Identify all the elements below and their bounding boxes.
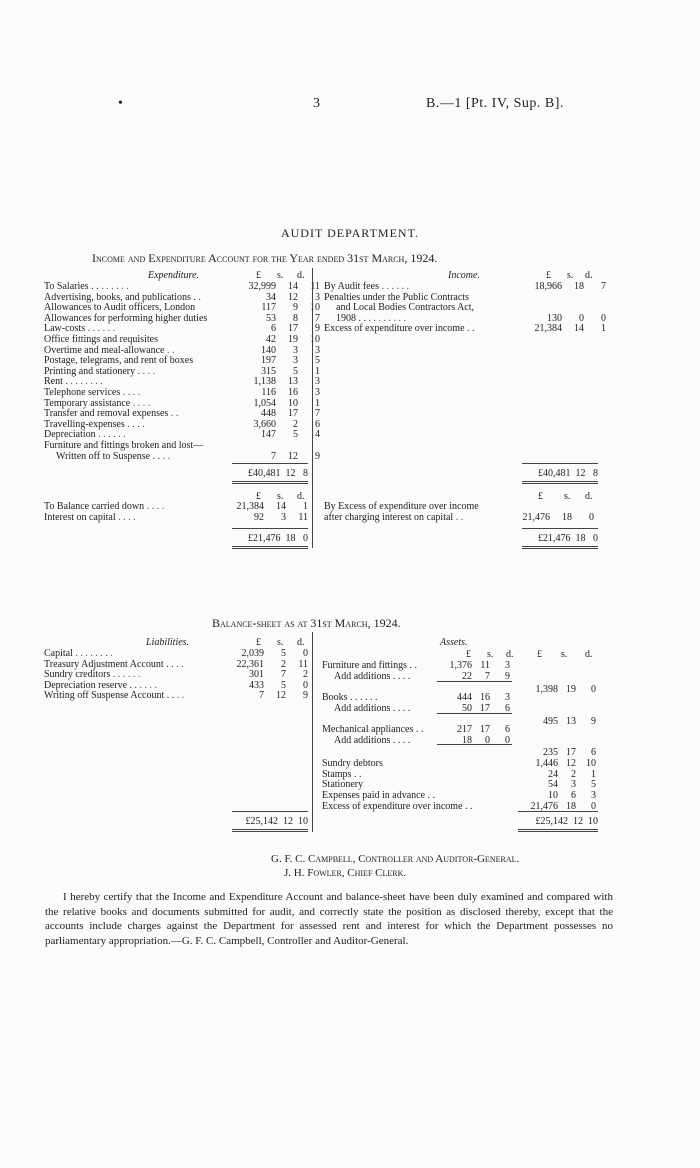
asset-other-4-pence: 3 xyxy=(591,790,596,802)
pence-value xyxy=(584,293,606,304)
leader-dots: . . xyxy=(168,408,179,420)
shillings-value: 3 xyxy=(293,344,298,356)
row-label: Transfer and removal expenses . . xyxy=(44,408,179,420)
asset-label: Stamps . . xyxy=(322,768,362,780)
leader-dots: . . . . xyxy=(115,511,136,523)
shillings-value: 7 xyxy=(281,669,286,681)
currency-s-2: s. xyxy=(277,491,284,502)
assets-currency-l2: £ xyxy=(537,649,542,660)
leader-dots: . . . . . . xyxy=(85,323,116,335)
pounds-value xyxy=(238,441,276,452)
table-row xyxy=(44,513,308,524)
liab-double-rule xyxy=(232,829,308,832)
pence-value: 10 xyxy=(310,333,320,345)
pounds-value: 21,384 xyxy=(236,501,264,512)
shillings-value: 17 xyxy=(288,408,298,420)
currency-s-right: s. xyxy=(567,270,574,281)
asset-furniture-pence: 3 xyxy=(505,660,510,671)
asset-label: Excess of expenditure over income . . xyxy=(322,801,473,812)
row-label: Excess of expenditure over income . . xyxy=(324,323,475,335)
pounds-value: 34 xyxy=(266,291,276,303)
pounds-value: 32,999 xyxy=(248,281,276,292)
asset-mech-add-pounds: 18 xyxy=(462,735,472,746)
assets-currency-l: £ xyxy=(466,649,471,660)
table-row xyxy=(44,335,320,346)
pounds-value: 301 xyxy=(249,669,264,681)
assets-currency-s2: s. xyxy=(561,649,568,660)
shillings-value: 3 xyxy=(293,355,298,367)
asset-other-2-pounds: 24 xyxy=(548,768,558,780)
asset-label: Furniture and fittings . . xyxy=(322,660,417,671)
currency-l-right: £ xyxy=(546,270,551,281)
liab-total-rule xyxy=(232,811,308,812)
pounds-value: 18,966 xyxy=(534,281,562,292)
row-label: Capital . . . . . . . . xyxy=(44,648,113,659)
leader-dots: . . . . . . xyxy=(95,429,126,441)
asset-books-total-pounds: 495 xyxy=(543,716,558,727)
subtotal-rule xyxy=(437,713,512,714)
row-label: Furniture and fittings broken and lost— xyxy=(44,439,204,451)
shillings-value: 12 xyxy=(288,450,298,462)
balance-carried-table xyxy=(44,502,308,523)
pence-value: 10 xyxy=(310,302,320,314)
pence-value: 9 xyxy=(315,450,320,462)
shillings-value: 5 xyxy=(293,429,298,441)
pence-value: 3 xyxy=(315,386,320,398)
pounds-value: 2,039 xyxy=(241,648,264,659)
shillings-value: 5 xyxy=(281,679,286,691)
table-row xyxy=(44,441,320,452)
asset-furniture-total-pence: 0 xyxy=(591,684,596,695)
asset-mech-add-shillings: 0 xyxy=(485,735,490,746)
pounds-value: 21,476 xyxy=(522,511,550,523)
table-row xyxy=(324,324,606,335)
asset-furniture-total-shillings: 19 xyxy=(566,684,576,695)
leader-dots: . . xyxy=(174,690,185,702)
pence-value: 1 xyxy=(315,397,320,409)
page-reference: B.—1 [Pt. IV, Sup. B]. xyxy=(426,96,564,111)
row-label: Allowances for performing higher duties xyxy=(44,312,208,324)
asset-label: Books . . . . . . xyxy=(322,692,378,703)
shillings-value: 13 xyxy=(288,376,298,388)
income-heading: Income. xyxy=(448,270,480,281)
row-label: Overtime and meal-allowance . . xyxy=(44,344,175,356)
pounds-value: 53 xyxy=(266,312,276,324)
leader-dots: . . xyxy=(164,344,175,356)
row-label: Interest on capital . . . . xyxy=(44,511,136,523)
pence-value: 0 xyxy=(303,679,308,691)
pence-value: 11 xyxy=(310,281,320,292)
shillings-value: 14 xyxy=(276,501,286,512)
assets-currency-d: d. xyxy=(506,649,514,660)
asset-other-1-pence: 10 xyxy=(586,757,596,769)
row-label: after charging interest on capital . . xyxy=(324,511,464,523)
pence-value xyxy=(572,502,594,513)
pounds-value: 147 xyxy=(261,429,276,441)
subtotal-rule xyxy=(437,681,512,682)
pence-value: 11 xyxy=(298,658,308,670)
shillings-value: 18 xyxy=(574,281,584,292)
asset-other-4-shillings: 6 xyxy=(571,790,576,802)
currency-d: d. xyxy=(297,270,305,281)
leader-dots: . . xyxy=(160,450,171,462)
leader-dots: . . . . xyxy=(135,365,156,377)
pounds-value: 116 xyxy=(261,386,276,398)
total-double-rule xyxy=(232,481,308,484)
asset-other-5-pounds: 21,476 xyxy=(530,801,558,812)
shillings-value: 2 xyxy=(293,418,298,430)
table-row xyxy=(44,502,308,513)
asset-other-4-pounds: 10 xyxy=(548,790,558,802)
pence-value: 7 xyxy=(315,408,320,420)
signature-controller: G. F. C. Campbell, Controller and Auditor-General. xyxy=(271,853,520,865)
asset-mech-pounds: 217 xyxy=(457,724,472,735)
pence-value: 7 xyxy=(315,312,320,324)
row-label: Allowances to Audit officers, London xyxy=(44,302,196,314)
asset-label: Add additions . . . . xyxy=(334,671,411,682)
assets-heading: Assets. xyxy=(440,637,468,648)
second-double-rule-right xyxy=(522,546,598,549)
row-label: Telephone services . . . . xyxy=(44,386,141,398)
shillings-value: 5 xyxy=(293,365,298,377)
pence-value: 1 xyxy=(601,323,606,335)
shillings-value: 14 xyxy=(288,281,298,292)
pence-value: 7 xyxy=(601,281,606,292)
pounds-value: 1,054 xyxy=(253,397,276,409)
expenditure-total: £40,481 12 8 xyxy=(248,468,308,479)
pence-value xyxy=(298,441,320,452)
shillings-value: 10 xyxy=(288,397,298,409)
table-row xyxy=(324,282,606,293)
pounds-value: 22,361 xyxy=(236,658,264,670)
audit-certificate: I hereby certify that the Income and Expenditure Account and balance-sheet have been duly examined and compared with the relative books and documents submitted for audit, and correctly state the position as disclosed thereby, except that the accounts include charges against the Department for assessed rent and interest for which the Department possesses no parliamentary appropriation.—G. F. C. Campbell, Controller and Auditor-General. xyxy=(45,891,613,947)
asset-books-total-shillings: 13 xyxy=(566,716,576,727)
pence-value: 2 xyxy=(303,669,308,681)
pence-value: 4 xyxy=(315,429,320,441)
shillings-value: 0 xyxy=(579,312,584,324)
shillings-value xyxy=(562,293,584,304)
pounds-value xyxy=(524,293,562,304)
pence-value: 0 xyxy=(601,312,606,324)
shillings-value: 12 xyxy=(276,690,286,702)
asset-books-add-pence: 6 xyxy=(505,703,510,714)
table-row xyxy=(44,452,320,463)
leader-dots: . . . . xyxy=(137,679,158,691)
currency-l-2: £ xyxy=(256,491,261,502)
currency-d-2: d. xyxy=(297,491,305,502)
pounds-value: 197 xyxy=(261,355,276,367)
asset-books-pounds: 444 xyxy=(457,692,472,703)
leader-dots: . . . . . . xyxy=(379,281,409,292)
pounds-value: 6 xyxy=(271,323,276,335)
asset-label: Stationery xyxy=(322,779,364,791)
asset-furniture-total-pounds: 1,398 xyxy=(535,684,558,695)
pence-value: 5 xyxy=(315,355,320,367)
asset-furniture-add-pence: 9 xyxy=(505,671,510,682)
liabilities-total: £25,142 12 10 xyxy=(245,816,308,827)
asset-other-5-shillings: 18 xyxy=(566,801,576,812)
asset-books-total-pence: 9 xyxy=(591,716,596,727)
ie-account-heading: Income and Expenditure Account for the Year ended 31st March, 1924. xyxy=(92,251,438,265)
row-label: By Audit fees . . . . . . xyxy=(324,281,409,292)
pence-value: 11 xyxy=(298,511,308,523)
asset-label: Mechanical appliances . . xyxy=(322,724,424,735)
bs-column-divider xyxy=(312,632,313,832)
shillings-value xyxy=(276,441,298,452)
shillings-value: 19 xyxy=(288,333,298,345)
pounds-value: 7 xyxy=(259,690,264,702)
asset-books-add-shillings: 17 xyxy=(480,703,490,714)
currency-l-2r: £ xyxy=(538,491,543,502)
row-label: and Local Bodies Contractors Act, xyxy=(336,302,475,314)
row-label: Law-costs . . . . . . xyxy=(44,323,116,335)
pounds-value: 315 xyxy=(261,365,276,377)
table-row xyxy=(324,513,594,524)
bs-currency-d: d. xyxy=(297,637,305,648)
page-number: 3 xyxy=(313,96,320,111)
shillings-value xyxy=(550,502,572,513)
second-rule xyxy=(232,528,308,529)
income-total: £40,481 12 8 xyxy=(538,468,598,479)
leader-dots: . . . . . . . . xyxy=(72,648,113,659)
asset-furniture-pounds: 1,376 xyxy=(449,660,472,671)
leader-dots: . . . . . . . . xyxy=(366,312,406,324)
asset-label: Add additions . . . . xyxy=(334,703,411,714)
pounds-value: 21,384 xyxy=(534,323,562,335)
pence-value: 3 xyxy=(315,376,320,388)
leader-dots: . . . . . . . . xyxy=(62,376,103,388)
row-label: Depreciation reserve . . . . . . xyxy=(44,679,158,691)
leader-dots: . . . . . . xyxy=(98,281,129,292)
liabilities-heading: Liabilities. xyxy=(146,637,190,648)
row-label: Rent . . . . . . . . xyxy=(44,376,103,388)
asset-other-1-pounds: 1,446 xyxy=(535,757,558,769)
shillings-value: 12 xyxy=(288,291,298,303)
asset-furniture-add-pounds: 22 xyxy=(462,671,472,682)
leader-dots: . . . . . . xyxy=(110,669,141,681)
shillings-value: 2 xyxy=(281,658,286,670)
leader-dots: . . xyxy=(453,511,464,523)
pence-value: 6 xyxy=(315,418,320,430)
pounds-value: 140 xyxy=(261,344,276,356)
currency-l: £ xyxy=(256,270,261,281)
row-label: Written off to Suspense . . . . xyxy=(56,450,171,462)
row-label: Depreciation . . . . . . xyxy=(44,429,126,441)
signature-clerk: J. H. Fowler, Chief Clerk. xyxy=(284,867,407,879)
leader-dots: . . . . xyxy=(124,418,145,430)
asset-other-0-pounds: 235 xyxy=(543,747,558,758)
column-divider xyxy=(312,268,313,548)
pence-value: 9 xyxy=(303,690,308,702)
row-label: To Salaries . . . . . . . . xyxy=(44,281,129,292)
asset-books-shillings: 16 xyxy=(480,692,490,703)
currency-s: s. xyxy=(277,270,284,281)
assets-currency-d2: d. xyxy=(585,649,593,660)
assets-double-rule xyxy=(518,829,598,832)
shillings-value: 17 xyxy=(288,323,298,335)
shillings-value: 9 xyxy=(293,302,298,314)
table-row xyxy=(44,691,308,702)
asset-books-add-pounds: 50 xyxy=(462,703,472,714)
row-label: Travelling-expenses . . . . xyxy=(44,418,145,430)
pounds-value: 42 xyxy=(266,333,276,345)
shillings-value: 14 xyxy=(574,323,584,335)
row-label: 1908 . . . . . . . . . . xyxy=(336,312,406,324)
second-total-right: £21,476 18 0 xyxy=(538,533,598,544)
asset-other-0-pence: 6 xyxy=(591,747,596,758)
expenditure-table xyxy=(44,282,320,462)
row-label: Office fittings and requisites xyxy=(44,333,158,345)
asset-furniture-add-shillings: 7 xyxy=(485,671,490,682)
currency-d-2r: d. xyxy=(585,491,593,502)
currency-s-2r: s. xyxy=(564,491,571,502)
second-double-rule xyxy=(232,546,308,549)
leader-dots: . . . . xyxy=(144,501,165,512)
row-label: Treasury Adjustment Account . . . . xyxy=(44,658,184,670)
leader-dots: . . xyxy=(173,658,184,670)
table-row xyxy=(44,282,320,293)
pounds-value: 448 xyxy=(261,408,276,420)
second-total: £21,476 18 0 xyxy=(248,533,308,544)
total-double-rule-right xyxy=(522,481,598,484)
page-title: AUDIT DEPARTMENT. xyxy=(280,226,420,240)
subtotal-rule xyxy=(437,744,512,745)
expenditure-heading: Expenditure. xyxy=(148,270,200,281)
pence-value: 3 xyxy=(315,291,320,303)
shillings-value: 5 xyxy=(281,648,286,659)
asset-other-1-shillings: 12 xyxy=(566,757,576,769)
pence-value: 0 xyxy=(589,511,594,523)
total-rule xyxy=(232,463,308,464)
asset-books-pence: 3 xyxy=(505,692,510,703)
asset-other-5-pence: 0 xyxy=(591,801,596,812)
row-label: To Balance carried down . . . . xyxy=(44,501,165,512)
income-table xyxy=(324,282,606,335)
asset-other-3-pounds: 54 xyxy=(548,779,558,791)
asset-other-0-shillings: 17 xyxy=(566,747,576,758)
excess-table xyxy=(324,502,594,523)
pounds-value: 130 xyxy=(547,312,562,324)
asset-mech-add-pence: 0 xyxy=(505,735,510,746)
row-label: Temporary assistance . . . . xyxy=(44,397,151,409)
assets-total-rule xyxy=(518,811,598,812)
balance-sheet-heading: Balance-sheet as at 31st March, 1924. xyxy=(212,616,401,630)
asset-other-3-shillings: 3 xyxy=(571,779,576,791)
row-label: Writing off Suspense Account . . . . xyxy=(44,690,185,702)
pounds-value xyxy=(512,502,550,513)
asset-mech-shillings: 17 xyxy=(480,724,490,735)
currency-d-right: d. xyxy=(585,270,593,281)
pounds-value: 7 xyxy=(271,450,276,462)
table-row xyxy=(44,388,320,399)
asset-label: Expenses paid in advance . . xyxy=(322,790,436,802)
assets-total: £25,142 12 10 xyxy=(535,816,598,827)
asset-label: Sundry debtors xyxy=(322,757,383,769)
pounds-value: 117 xyxy=(261,302,276,314)
asset-label: Add additions . . . . xyxy=(334,735,411,746)
asset-other-3-pence: 5 xyxy=(591,779,596,791)
second-rule-right xyxy=(522,528,598,529)
pence-value: 1 xyxy=(315,365,320,377)
asset-furniture-shillings: 11 xyxy=(480,660,490,671)
bs-currency-l: £ xyxy=(256,637,261,648)
pounds-value: 433 xyxy=(249,679,264,691)
row-label: By Excess of expenditure over income xyxy=(324,501,479,512)
row-label: Printing and stationery . . . . xyxy=(44,365,156,377)
shillings-value: 8 xyxy=(293,312,298,324)
shillings-value: 18 xyxy=(562,511,572,523)
bs-currency-s: s. xyxy=(277,637,284,648)
leader-dots: . . . . xyxy=(120,386,141,398)
pence-value: 9 xyxy=(315,323,320,335)
pounds-value: 92 xyxy=(254,511,264,523)
shillings-value: 16 xyxy=(288,386,298,398)
asset-other-2-pence: 1 xyxy=(591,768,596,780)
total-rule-right xyxy=(522,463,598,464)
asset-other-2-shillings: 2 xyxy=(571,768,576,780)
row-label: Postage, telegrams, and rent of boxes xyxy=(44,355,194,367)
row-label: Advertising, books, and publications . . xyxy=(44,291,201,303)
shillings-value: 3 xyxy=(281,511,286,523)
row-label: Sundry creditors . . . . . . xyxy=(44,669,141,681)
bullet: • xyxy=(118,96,123,111)
leader-dots: . . . . xyxy=(130,397,151,409)
pence-value: 1 xyxy=(303,501,308,512)
liabilities-table xyxy=(44,649,308,702)
pence-value: 0 xyxy=(303,648,308,659)
assets-currency-s: s. xyxy=(487,649,494,660)
asset-mech-pence: 6 xyxy=(505,724,510,735)
pounds-value: 1,138 xyxy=(253,376,276,388)
row-label: Penalties under the Public Contracts xyxy=(324,291,469,303)
pence-value: 3 xyxy=(315,344,320,356)
pounds-value: 3,660 xyxy=(253,418,276,430)
